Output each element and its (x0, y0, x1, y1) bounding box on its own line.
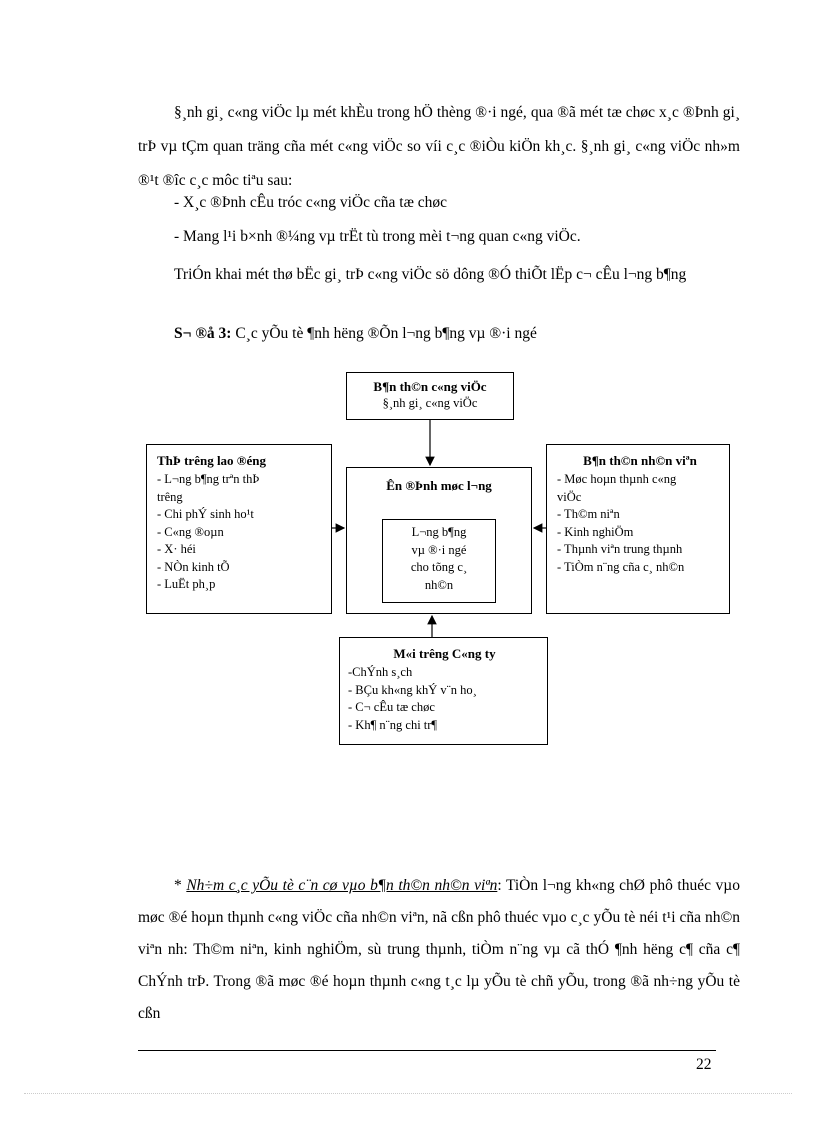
bullet-structure: - X¸c ®Þnh cÊu tróc c«ng viÖc cña tæ chøc (174, 194, 448, 211)
labor-item: - X· héi (157, 542, 196, 556)
p3-heading: Nh÷m c¸c yÕu tè c¨n cø vµo b¶n th©n nh©n viªn (186, 877, 498, 894)
company-item: -ChÝnh s¸ch (348, 665, 413, 679)
box-company-env-title: M«i trêng C«ng ty (393, 646, 496, 661)
company-item: - C¬ cÊu tæ chøc (348, 700, 435, 714)
employee-item: viÖc (557, 489, 582, 504)
employee-item: - Th©m niªn (557, 507, 620, 521)
page-bottom-border (24, 1093, 792, 1094)
paragraph-intro: §¸nh gi¸ c«ng viÖc lµ mét khÈu trong hÖ thèng ®·i ngé, qua ®ã mét tæ chøc x¸c ®Þnh gi¸ trÞ vµ tÇm quan träng cña mét c«ng viÖc so víi c¸c ®iÒu kiÖn kh¸c. §¸nh gi¸ c«ng viÖc nh»m ®¹t ®îc c¸c môc tiªu sau: (138, 104, 740, 189)
employee-item: - Thµnh viªn trung thµnh (557, 542, 683, 556)
company-item: - BÇu kh«ng khÝ v¨n ho¸ (348, 682, 477, 697)
compensation-line: vµ ®·i ngé (411, 542, 467, 557)
compensation-line: nh©n (424, 577, 454, 592)
caption-text: C¸c yÕu tè ¶nh hëng ®Õn l¬ng b¶ng vµ ®·i ngé (231, 325, 537, 342)
labor-item: - Chi phÝ sinh ho¹t (157, 507, 254, 521)
box-employee-self-title: B¶n th©n nh©n viªn (583, 453, 697, 468)
labor-item: - LuËt ph¸p (157, 577, 216, 591)
p3-text: : TiÒn l¬ng kh«ng chØ phô thuéc vµo møc ®é hoµn thµnh c«ng viÖc cña nh©n viªn, nã cßn phô thuéc vµo c¸c yÕu tè néi t¹i cña nh©n viªn nh: Th©m niªn, kinh nghiÖm, sù trung thµnh, tiÒm n¨ng vµ cã thÓ ¶nh hëng c¶ cña c¶ ChÝnh trÞ. Trong ®ã møc ®é hoµn thµnh c«ng t¸c lµ yÕu tè chñ yÕu, trong ®ã nh÷ng yÕu tè cßn (138, 877, 740, 1022)
labor-item: - C«ng ®oµn (157, 524, 224, 539)
labor-item: - NÒn kinh tÕ (157, 559, 230, 574)
paragraph-employee-factors (138, 870, 740, 1030)
compensation-line: cho tõng c¸ (410, 560, 468, 574)
p3-prefix: * (174, 877, 187, 894)
box-labor-market-title: ThÞ trêng lao ®éng (157, 453, 267, 468)
compensation-line: L¬ng b¶ng (411, 525, 467, 539)
employee-item: - TiÒm n¨ng cña c¸ nh©n (557, 559, 685, 574)
bullet-equality: - Mang l¹i b×nh ®¼ng vµ trËt tù trong mèi t¬ng quan c«ng viÖc. (174, 228, 581, 245)
paragraph-deploy: TriÓn khai mét thø bËc gi¸ trÞ c«ng viÖc sö dông ®Ó thiÕt lËp c¬ cÊu l¬ng b¶ng (174, 266, 687, 283)
labor-item: - L¬ng b¶ng trªn thÞ (157, 472, 260, 486)
page-number: 22 (696, 1056, 712, 1073)
box-wage-setting-title: Ên ®Þnh møc l¬ng (386, 478, 492, 493)
employee-item: - Kinh nghiÖm (557, 524, 634, 539)
labor-item: trêng (157, 489, 183, 504)
employee-item: - Møc hoµn thµnh c«ng (557, 472, 677, 486)
company-item: - Kh¶ n¨ng chi tr¶ (348, 717, 438, 732)
box-job-itself-title: B¶n th©n c«ng viÖc (373, 379, 487, 394)
caption-label: S¬ ®å 3: (174, 325, 232, 342)
footer-rule (138, 1050, 716, 1051)
box-job-itself-sub: §¸nh gi¸ c«ng viÖc (382, 396, 478, 410)
